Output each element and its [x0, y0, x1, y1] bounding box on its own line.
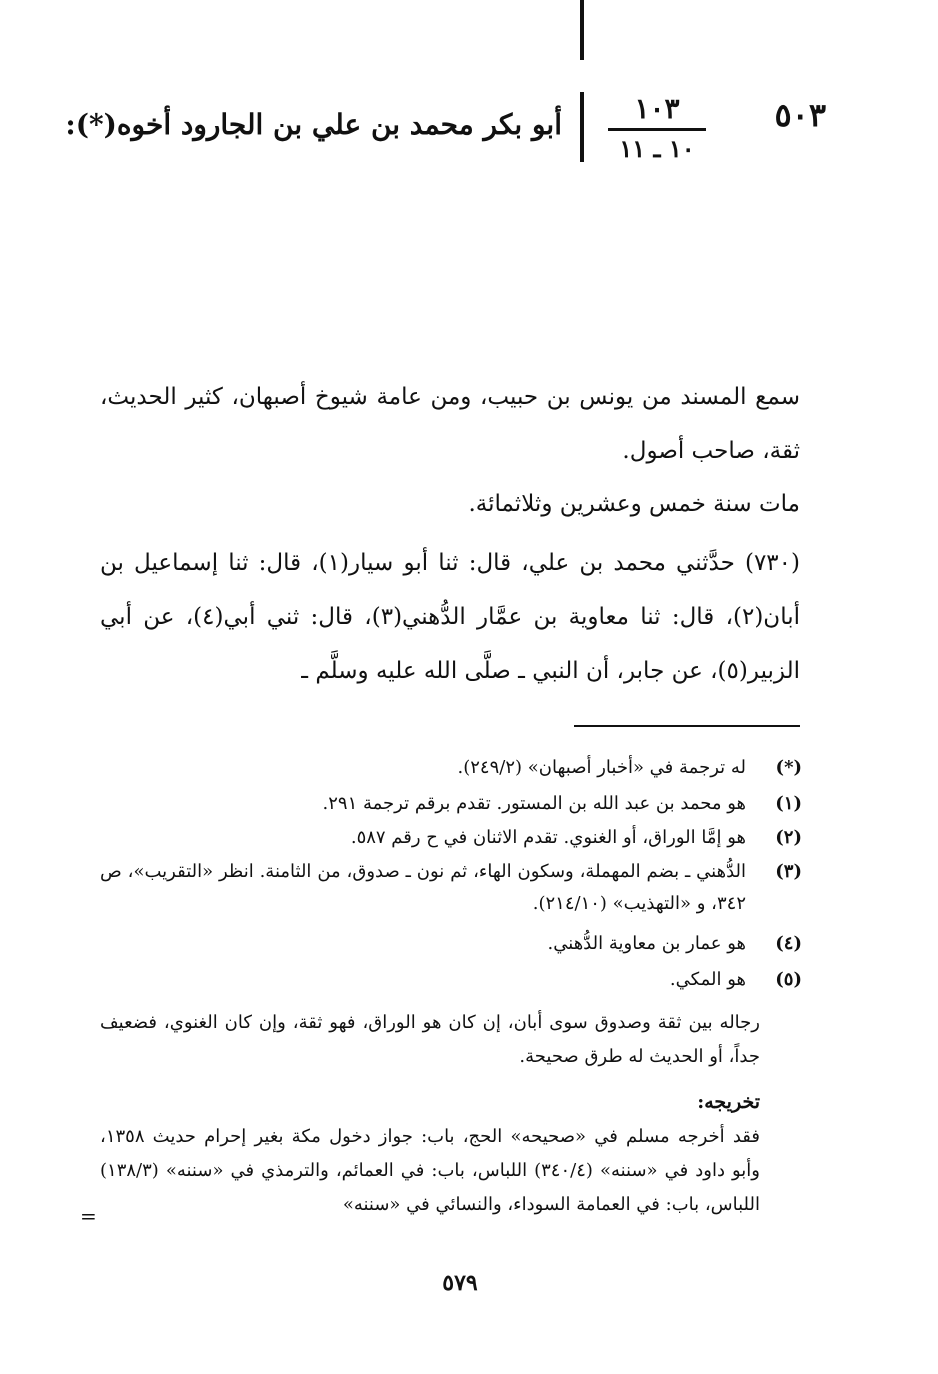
footnote: [100, 856, 802, 920]
death-paragraph: مات سنة خمس وعشرين وثلاثمائة.: [468, 491, 800, 517]
footnote-text: الدُّهني ـ بضم المهملة، وسكون الهاء، ثم نون ـ صدوق، من الثامنة. انظر «التقريب»، ص ٣٤٢، و «التهذيب» (٢١٤/١٠).: [100, 861, 746, 914]
page-number: ٥٧٩: [442, 1270, 478, 1296]
footnote-text: هو محمد بن عبد الله بن المستور. تقدم برقم ترجمة ٢٩١.: [322, 793, 746, 814]
takhrij-text: فقد أخرجه مسلم في «صحيحه» الحج، باب: جواز دخول مكة بغير إحرام حديث ١٣٥٨، وأبو داود في «سننه» (٣٤٠/٤) اللباس، باب: في العمائم، والترمذي في «سننه» (١٣٨/٣) اللباس، باب: في العمامة السوداء، والنسائي في «سننه»: [100, 1126, 760, 1215]
fraction-top: ١٠٣: [634, 92, 680, 125]
footnote: [100, 928, 802, 960]
footnote: [100, 788, 802, 820]
entry-number: ٥٠٣: [774, 96, 826, 134]
footnote-marker: (٢): [775, 827, 802, 848]
footnote-separator: [574, 725, 800, 727]
fraction-bar: [608, 128, 706, 131]
footnote-text: هو إمَّا الوراق، أو الغنوي. تقدم الاثنان في ح رقم ٥٨٧.: [350, 827, 746, 848]
footnote-text: هو عمار بن معاوية الدُّهني.: [547, 933, 746, 954]
footnote-marker: (٣): [775, 861, 802, 882]
header-rule-top: [580, 0, 584, 60]
footnote-text: له ترجمة في «أخبار أصبهان» (٢٤٩/٢).: [457, 757, 746, 778]
fraction-bottom: ١٠ ـ ١١: [619, 134, 695, 163]
header-rule: [580, 92, 584, 162]
biography-paragraph: سمع المسند من يونس بن حبيب، ومن عامة شيوخ أصبهان، كثير الحديث، ثقة، صاحب أصول.: [100, 384, 800, 464]
footnote-marker: (٤): [775, 933, 802, 954]
takhrij-heading: تخريجه:: [697, 1091, 760, 1113]
entry-title: أبو بكر محمد بن علي بن الجارود أخوه(*):: [65, 108, 562, 141]
continuation-mark: =: [80, 1204, 97, 1228]
footnote: [100, 964, 802, 996]
footnote-marker: (٥): [775, 969, 802, 990]
hadith-paragraph: (٧٣٠) حدَّثني محمد بن علي، قال: ثنا أبو سيار(١)، قال: ثنا إسماعيل بن أبان(٢)، قال: ثنا معاوية بن عمَّار الدُّهني(٣)، قال: ثني أبي(٤)، عن أبي الزبير(٥)، عن جابر، أن النبي ـ صلَّى الله عليه وسلَّم ـ: [100, 550, 800, 684]
footnote-marker: (١): [775, 793, 802, 814]
footnote: [100, 752, 802, 784]
footnote-marker: (*): [775, 757, 802, 778]
footnote: [100, 822, 802, 854]
entry-fraction: [602, 92, 712, 165]
rijal-note: رجاله بين ثقة وصدوق سوى أبان، إن كان هو الوراق، فهو ثقة، وإن كان الغنوي، فضعيف جداً، أو الحديث له طرق صحيحة.: [100, 1012, 760, 1067]
footnote-text: هو المكي.: [669, 969, 746, 990]
